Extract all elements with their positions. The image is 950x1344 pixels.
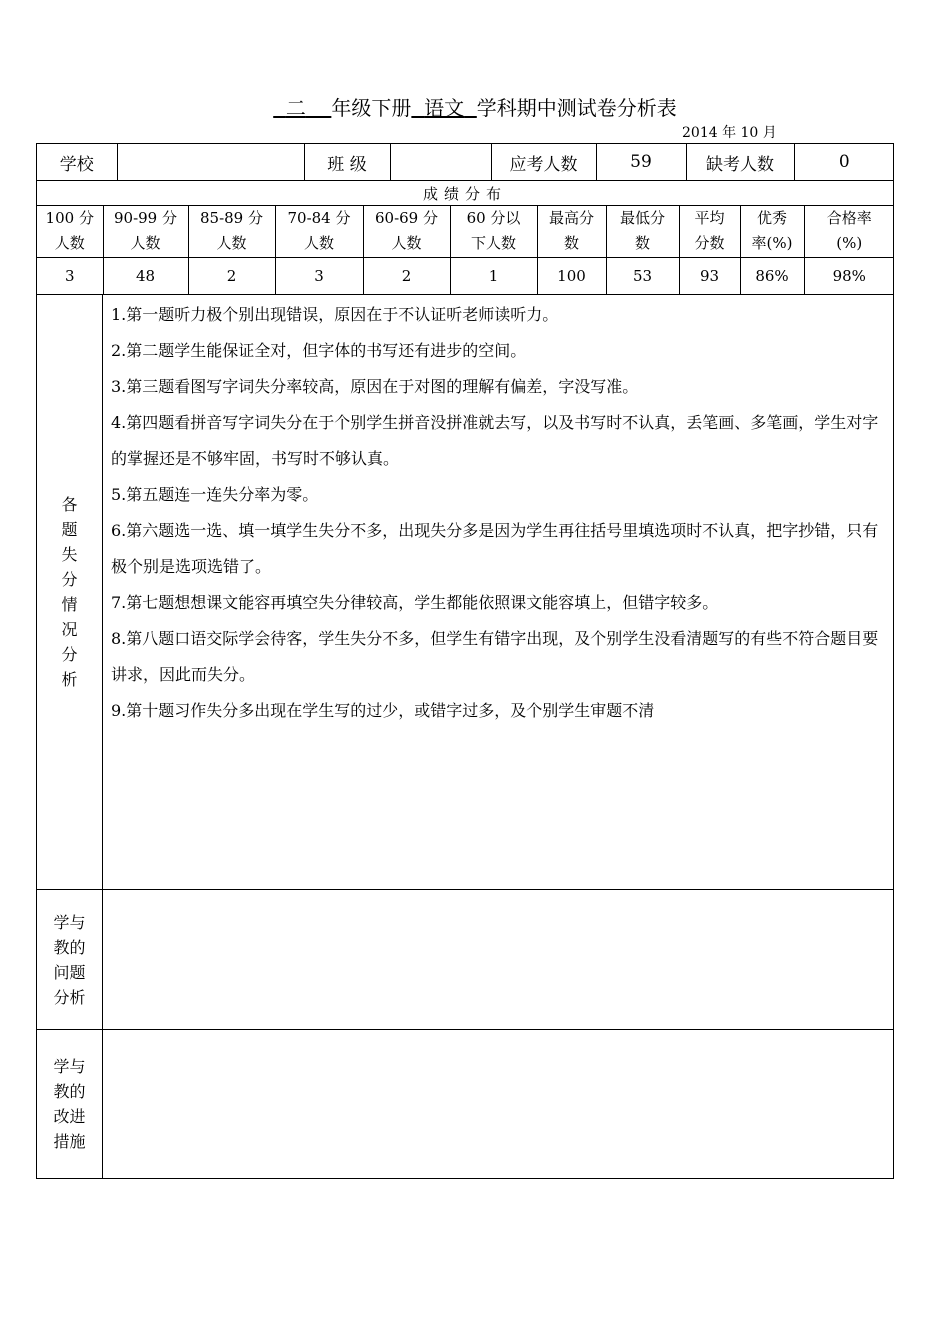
school-label: 学校 bbox=[37, 144, 117, 180]
analysis-line: 9.第十题习作失分多出现在学生写的过少，或错字过多，及个别学生审题不清 bbox=[111, 701, 655, 720]
problems-content[interactable] bbox=[103, 890, 894, 1030]
grade-value: 二 bbox=[285, 96, 306, 120]
analysis-line: 5.第五题连一连失分率为零。 bbox=[111, 485, 319, 504]
analysis-line: 8.第八题口语交际学会待客，学生失分不多，但学生有错字出现，及个别学生没看清题写的有些不符合题目要讲求，因此而失分。 bbox=[111, 629, 879, 684]
analysis-line: 6.第六题选一选、填一填学生失分不多，出现失分多是因为学生再往括号里填选项时不认真，把字抄错，只有极个别是选项选错了。 bbox=[111, 521, 879, 576]
score-distribution-label: 成绩分布 bbox=[37, 181, 894, 206]
class-label: 班 级 bbox=[304, 144, 390, 180]
dist-value: 53 bbox=[606, 257, 679, 294]
expected-count-value: 59 bbox=[596, 144, 686, 180]
expected-count-label: 应考人数 bbox=[491, 144, 596, 180]
dist-value: 3 bbox=[37, 257, 103, 294]
title-suffix: 学科期中测试卷分析表 bbox=[476, 96, 677, 120]
dist-value: 3 bbox=[275, 257, 363, 294]
dist-value: 48 bbox=[103, 257, 188, 294]
dist-header: 平均 分数 bbox=[679, 206, 740, 257]
analysis-label: 各题失分情况分析 bbox=[37, 295, 103, 890]
school-field[interactable] bbox=[117, 144, 304, 180]
dist-value: 93 bbox=[679, 257, 740, 294]
absent-count-value: 0 bbox=[794, 144, 894, 180]
dist-value: 98% bbox=[804, 257, 894, 294]
dist-header: 最低分 数 bbox=[606, 206, 679, 257]
dist-value: 86% bbox=[740, 257, 804, 294]
page-title bbox=[0, 92, 950, 121]
dist-header: 60 分以 下人数 bbox=[450, 206, 537, 257]
absent-count-label: 缺考人数 bbox=[686, 144, 794, 180]
analysis-line: 4.第四题看拼音写字词失分在于个别学生拼音没拼准就去写，以及书写时不认真，丢笔画、多笔画，学生对字的掌握还是不够牢固，书写时不够认真。 bbox=[111, 413, 879, 468]
dist-header: 最高分 数 bbox=[537, 206, 606, 257]
measures-label: 学与教的改进措施 bbox=[37, 1030, 103, 1179]
analysis-form bbox=[36, 143, 894, 1179]
analysis-line: 7.第七题想想课文能容再填空失分律较高，学生都能依照课文能容填上，但错字较多。 bbox=[111, 593, 719, 612]
dist-value: 1 bbox=[450, 257, 537, 294]
score-distribution-table bbox=[37, 206, 894, 294]
analysis-content[interactable] bbox=[103, 295, 894, 890]
dist-value: 100 bbox=[537, 257, 606, 294]
analysis-line: 3.第三题看图写字词失分率较高，原因在于对图的理解有偏差，字没写准。 bbox=[111, 377, 639, 396]
problems-label: 学与教的问题分析 bbox=[37, 890, 103, 1030]
dist-value: 2 bbox=[363, 257, 450, 294]
dist-header: 85-89 分 人数 bbox=[188, 206, 275, 257]
analysis-line: 2.第二题学生能保证全对，但字体的书写还有进步的空间。 bbox=[111, 341, 527, 360]
dist-header: 70-84 分 人数 bbox=[275, 206, 363, 257]
dist-header: 优秀 率(%) bbox=[740, 206, 804, 257]
analysis-line: 1.第一题听力极个别出现错误，原因在于不认证听老师读听力。 bbox=[111, 305, 559, 324]
dist-header: 90-99 分 人数 bbox=[103, 206, 188, 257]
class-field[interactable] bbox=[390, 144, 491, 180]
report-date: 2014 年 10 月 bbox=[682, 125, 777, 141]
dist-header: 100 分 人数 bbox=[37, 206, 103, 257]
grade-suffix: 年级下册 bbox=[331, 96, 412, 120]
dist-value: 2 bbox=[188, 257, 275, 294]
dist-header: 合格率 (%) bbox=[804, 206, 894, 257]
dist-header: 60-69 分 人数 bbox=[363, 206, 450, 257]
subject-value: 语文 bbox=[424, 96, 465, 120]
measures-content[interactable] bbox=[103, 1030, 894, 1179]
